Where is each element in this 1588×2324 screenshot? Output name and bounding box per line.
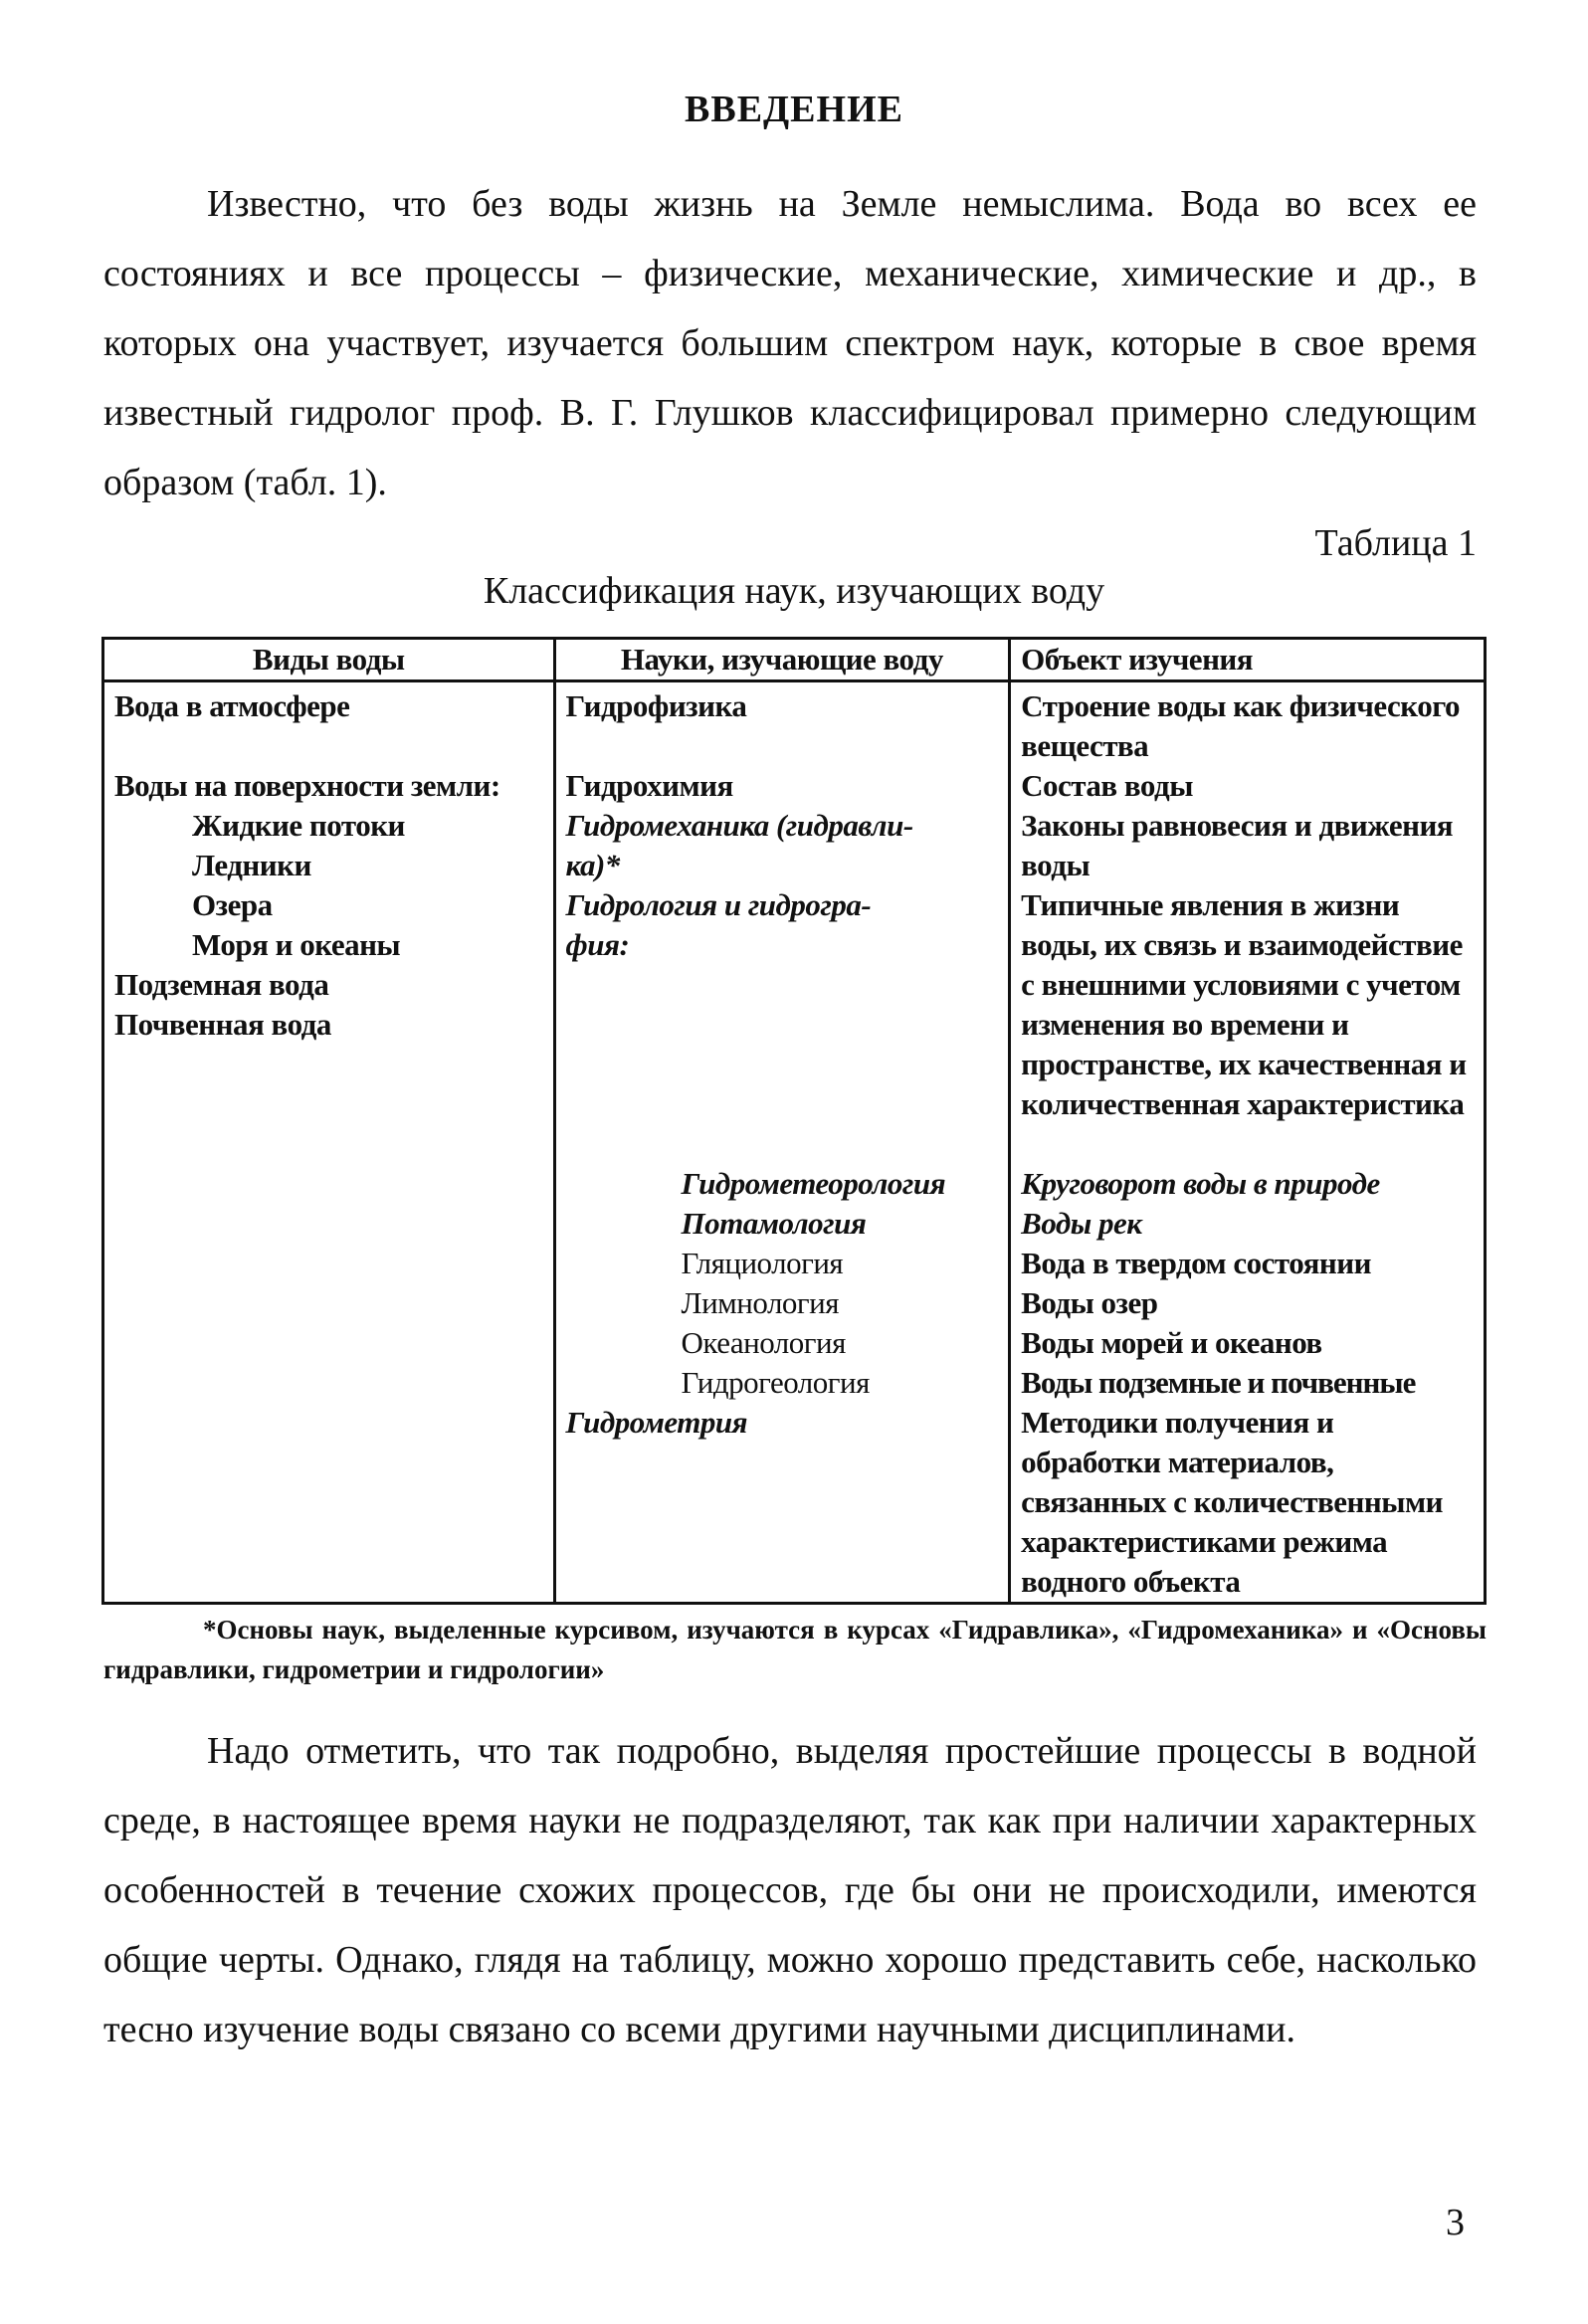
science-name: Гидрофизика [565, 688, 747, 723]
page-heading: ВВЕДЕНИЕ [685, 89, 903, 130]
footnote-text: *Основы наук, выделенные курсивом, изучаются в курсах «Гидравлика», «Гидромеханика» и «Основы гидравлики, гидрометрии и гидрологии» [103, 1615, 1487, 1684]
classification-table [101, 637, 1487, 1605]
science-name: ка)* [565, 848, 620, 882]
objects-cell [1010, 681, 1486, 1604]
page-number: 3 [1446, 2202, 1465, 2243]
header-sciences: Науки, изучающие воду [554, 639, 1010, 681]
table-footnote [103, 1610, 1487, 1689]
science-name: Лимнология [681, 1285, 839, 1320]
science-name: Гидрогеология [681, 1365, 870, 1400]
intro-paragraph-text: Известно, что без воды жизнь на Земле немыслима. Вода во всех ее состояниях и все процессы – физические, механические, химические и др., в которых она участвует, изучается большим спектром наук, которые в свое время известный гидролог проф. В. Г. Глушков классифицировал примерно следующим образом (табл. 1). [103, 183, 1477, 503]
study-object: Законы равновесия и движения воды [1021, 808, 1454, 882]
science-name: Гидрология и гидрогра- [565, 887, 872, 922]
science-name: Гидрометрия [565, 1405, 748, 1440]
water-type: Воды на поверхности земли: [114, 768, 500, 803]
table-title: Классификация наук, изучающих воду [483, 570, 1105, 612]
study-object: Методики получения и обработки материалов, связанных с количественными характеристиками режима водного объекта [1021, 1405, 1443, 1599]
study-object: Воды морей и океанов [1021, 1325, 1322, 1360]
science-name: Гидромеханика (гидравли- [565, 808, 913, 843]
science-name: Гидрохимия [565, 768, 733, 803]
water-type: Ледники [192, 848, 311, 882]
science-name: Океанология [681, 1325, 846, 1360]
study-object: Вода в твердом состоянии [1021, 1246, 1371, 1280]
science-name: Гидрометеорология [681, 1166, 946, 1201]
water-type: Жидкие потоки [192, 808, 405, 843]
water-types-cell [103, 681, 555, 1604]
water-type: Вода в атмосфере [114, 688, 350, 723]
intro-paragraph [103, 169, 1477, 517]
table-header-row [103, 639, 1486, 681]
sciences-cell [554, 681, 1010, 1604]
header-object: Объект изучения [1010, 639, 1486, 681]
study-object: Воды озер [1021, 1285, 1158, 1320]
science-name: Потамология [681, 1206, 867, 1241]
study-object: Воды рек [1021, 1206, 1142, 1241]
study-object: Состав воды [1021, 768, 1193, 803]
study-object: Воды подземные и почвенные [1021, 1365, 1416, 1400]
science-name: Гляциология [681, 1246, 844, 1280]
water-type: Озера [192, 887, 273, 922]
water-type: Моря и океаны [192, 927, 401, 962]
table-caption: Таблица 1 [1314, 522, 1477, 564]
water-type: Почвенная вода [114, 1007, 331, 1042]
closing-paragraph [103, 1716, 1477, 2064]
table-body-row [103, 681, 1486, 1604]
study-object: Типичные явления в жизни воды, их связь и взаимодействие с внешними условиями с учетом изменения во времени и пространстве, их качественная и количественная характеристика [1021, 887, 1467, 1121]
study-object: Строение воды как физического вещества [1021, 688, 1460, 763]
study-object: Круговорот воды в природе [1021, 1166, 1380, 1201]
science-name: фия: [565, 927, 630, 962]
header-water-types: Виды воды [103, 639, 555, 681]
closing-paragraph-text: Надо отметить, что так подробно, выделяя простейшие процессы в водной среде, в настоящее время науки не подразделяют, так как при наличии характерных особенностей в течение схожих процессов, где бы они не происходили, имеются общие черты. Однако, глядя на таблицу, можно хорошо представить себе, насколько тесно изучение воды связано со всеми другими научными дисциплинами. [103, 1730, 1477, 2050]
water-type: Подземная вода [114, 967, 329, 1002]
